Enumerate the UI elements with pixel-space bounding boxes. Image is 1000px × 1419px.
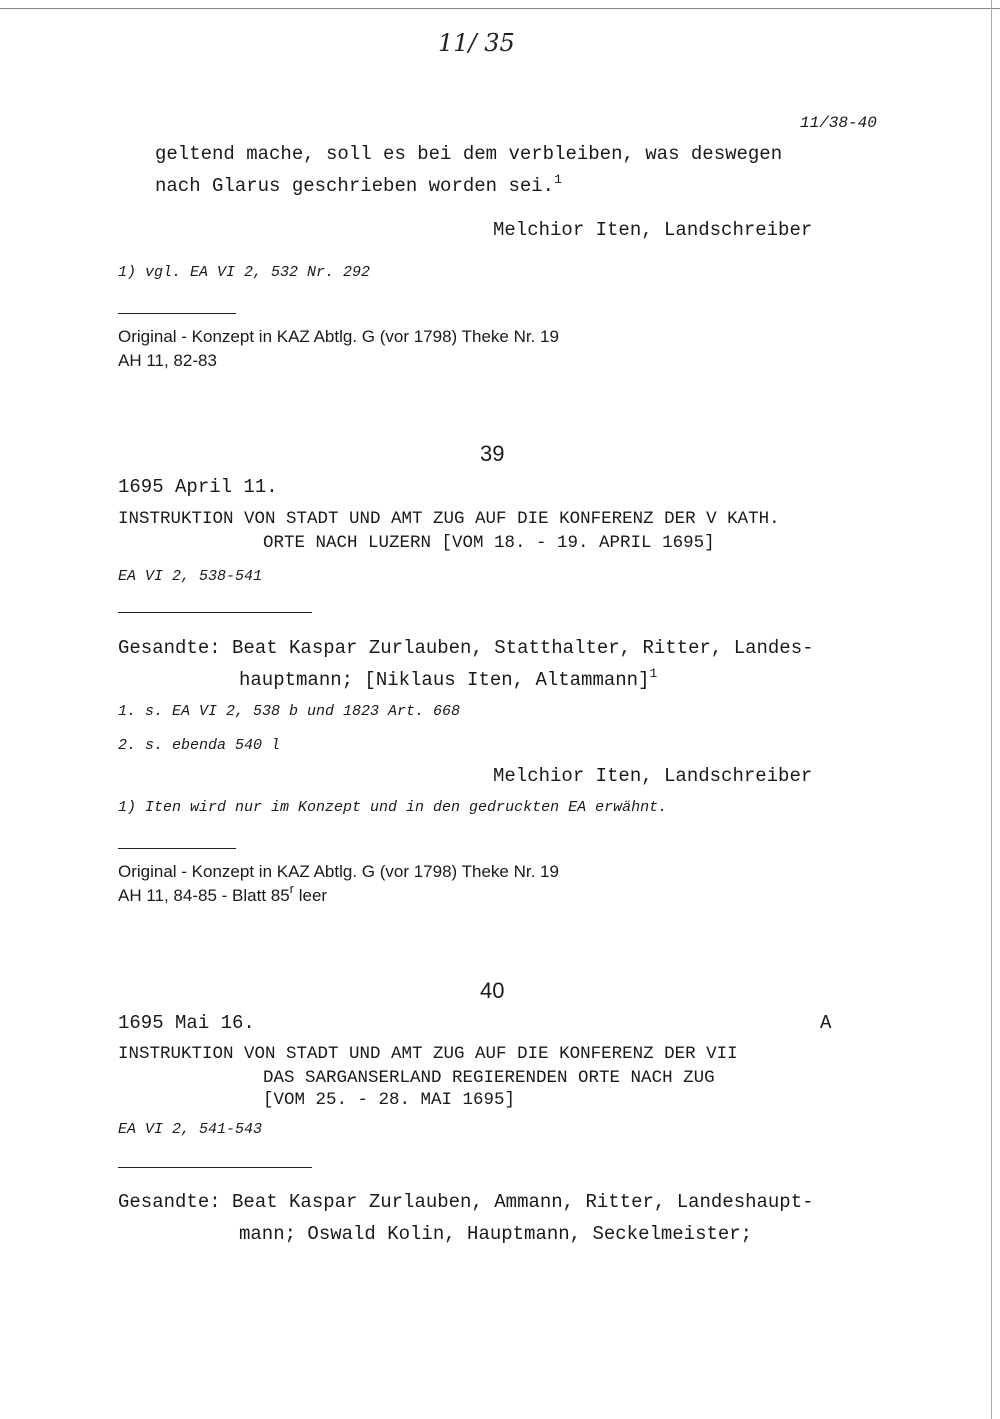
separator-rule [118,1167,312,1168]
scan-border-right [991,0,992,1419]
source-original: Original - Konzept in KAZ Abtlg. G (vor 1798) Theke Nr. 19 [118,862,559,881]
footnote-marker: 1 [554,172,562,187]
superscript: r [289,881,295,896]
envoys: hauptmann; [Niklaus Iten, Altammann]$^1$ [239,666,658,691]
edition-reference: EA VI 2, 541-543 [118,1121,263,1138]
document-title: ORTE NACH LUZERN [VOM 18. - 19. APRIL 1695] [263,533,715,553]
footnote: 1) Iten wird nur im Konzept und in den gedruckten EA erwähnt. [118,799,668,816]
scan-border-top [0,8,1000,9]
signature: Melchior Iten, Landschreiber [493,219,813,241]
envoys: Gesandte: Beat Kaspar Zurlauben, Ammann, Ritter, Landeshaupt- [118,1191,814,1213]
envoys: Gesandte: Beat Kaspar Zurlauben, Statthalter, Ritter, Landes- [118,637,814,659]
footnote-marker: 1 [649,666,658,681]
page-reference: 11/38-40 [800,114,877,132]
envoys: mann; Oswald Kolin, Hauptmann, Seckelmeister; [239,1223,753,1245]
separator-rule [118,848,236,849]
footnote: 1) vgl. EA VI 2, 532 Nr. 292 [118,264,371,281]
document-number: 39 [480,441,505,466]
document-marker: A [820,1012,832,1034]
text-line: nach Glarus geschrieben worden sei.$^1$ [155,172,562,197]
document-title: DAS SARGANSERLAND REGIERENDEN ORTE NACH ZUG [263,1068,715,1088]
separator-rule [118,313,236,314]
source-archive: AH 11, 84-85 - Blatt 85$^r$ leer [118,881,328,905]
source-original: Original - Konzept in KAZ Abtlg. G (vor 1798) Theke Nr. 19 [118,327,559,346]
document-date: 1695 April 11. [118,476,278,498]
edition-reference: EA VI 2, 538-541 [118,568,263,585]
document-title: INSTRUKTION VON STADT UND AMT ZUG AUF DIE KONFERENZ DER VII [118,1044,738,1064]
text-line: geltend mache, soll es bei dem verbleiben, was deswegen [155,143,783,165]
source-archive: AH 11, 82-83 [118,351,217,370]
document-title: INSTRUKTION VON STADT UND AMT ZUG AUF DIE KONFERENZ DER V KATH. [118,509,780,529]
separator-rule [118,612,312,613]
signature: Melchior Iten, Landschreiber [493,765,813,787]
document-number: 40 [480,978,505,1003]
note: 2. s. ebenda 540 l [118,737,281,754]
document-title: [VOM 25. - 28. MAI 1695] [263,1090,516,1110]
handwritten-reference: 11/ 35 [438,29,515,57]
note: 1. s. EA VI 2, 538 b und 1823 Art. 668 [118,703,461,720]
document-date: 1695 Mai 16. [118,1012,255,1034]
